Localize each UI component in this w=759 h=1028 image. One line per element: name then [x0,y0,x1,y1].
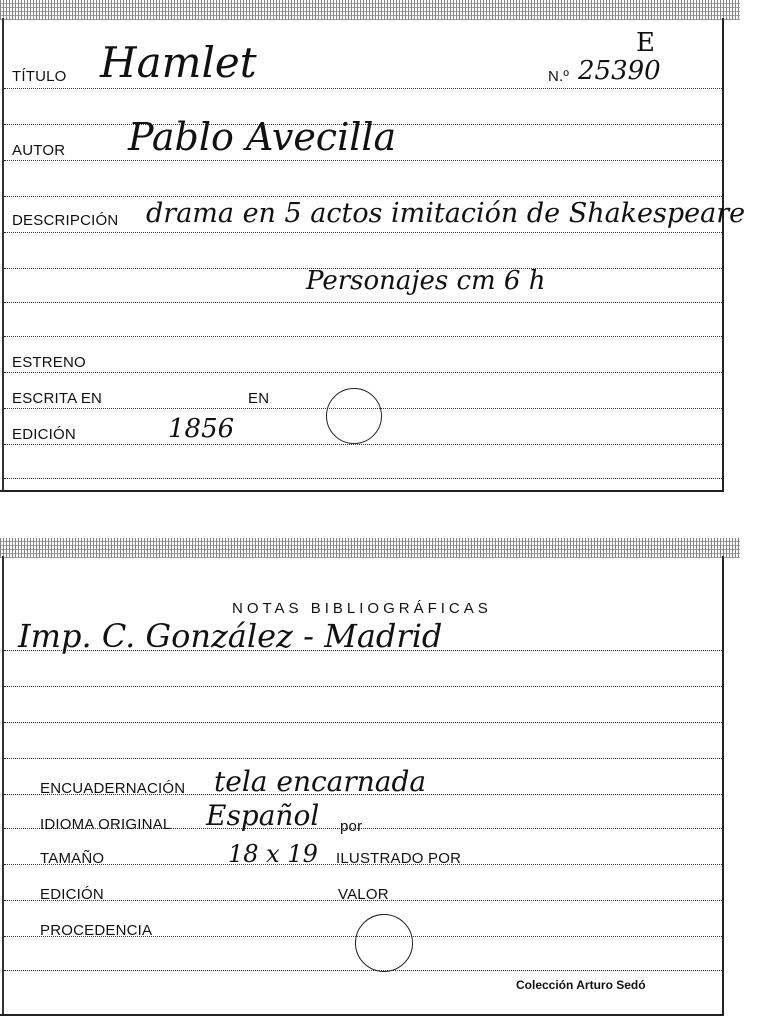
card-top-edge [0,0,740,20]
card-left-edge [2,18,4,492]
encuadernacion-label: ENCUADERNACIÓN [40,780,186,797]
descripcion-label: DESCRIPCIÓN [12,212,119,229]
punch-hole-circle [326,388,382,444]
card-right-edge [722,18,724,492]
catalog-card-back [0,538,740,1016]
collection-footer: Colección Arturo Sedó [516,978,646,992]
edicion-label: EDICIÓN [12,426,76,443]
corner-mark: E [636,28,655,58]
numero-value: 25390 [578,56,661,86]
escrita-en-label: ESCRITA EN [12,390,103,407]
tamano-value: 18 x 19 [228,840,318,868]
titulo-value: Hamlet [100,38,257,87]
catalog-card-front [0,0,746,492]
card-top-edge [0,538,740,558]
descripcion-value: drama en 5 actos imitación de Shakespeare [146,198,746,229]
valor-label: VALOR [338,886,389,903]
card-bottom-edge [0,490,724,492]
ilustrado-label: ILUSTRADO POR [336,850,462,867]
estreno-label: ESTRENO [12,354,86,371]
procedencia-label: PROCEDENCIA [40,922,153,939]
card-bottom-edge [0,1014,724,1016]
collection-stamp-circle [355,914,413,972]
idioma-label: IDIOMA ORIGINAL [40,816,172,833]
idioma-value: Español [206,799,320,832]
por-label: por [340,818,363,835]
edicion-value: 1856 [168,414,235,444]
encuadernacion-value: tela encarnada [214,765,427,798]
edicion-label: EDICIÓN [40,886,104,903]
titulo-label: TÍTULO [12,68,67,85]
imprenta-value: Imp. C. González - Madrid [18,617,443,655]
numero-label: N.º [548,68,570,85]
autor-value: Pablo Avecilla [128,115,397,159]
autor-label: AUTOR [12,142,66,159]
card-left-edge [2,556,4,1016]
en-label: EN [248,390,270,407]
card-right-edge [722,556,724,1016]
tamano-label: TAMAÑO [40,850,105,867]
personajes-value: Personajes cm 6 h [306,266,546,296]
notas-bibliograficas-heading: NOTAS BIBLIOGRÁFICAS [232,600,492,617]
